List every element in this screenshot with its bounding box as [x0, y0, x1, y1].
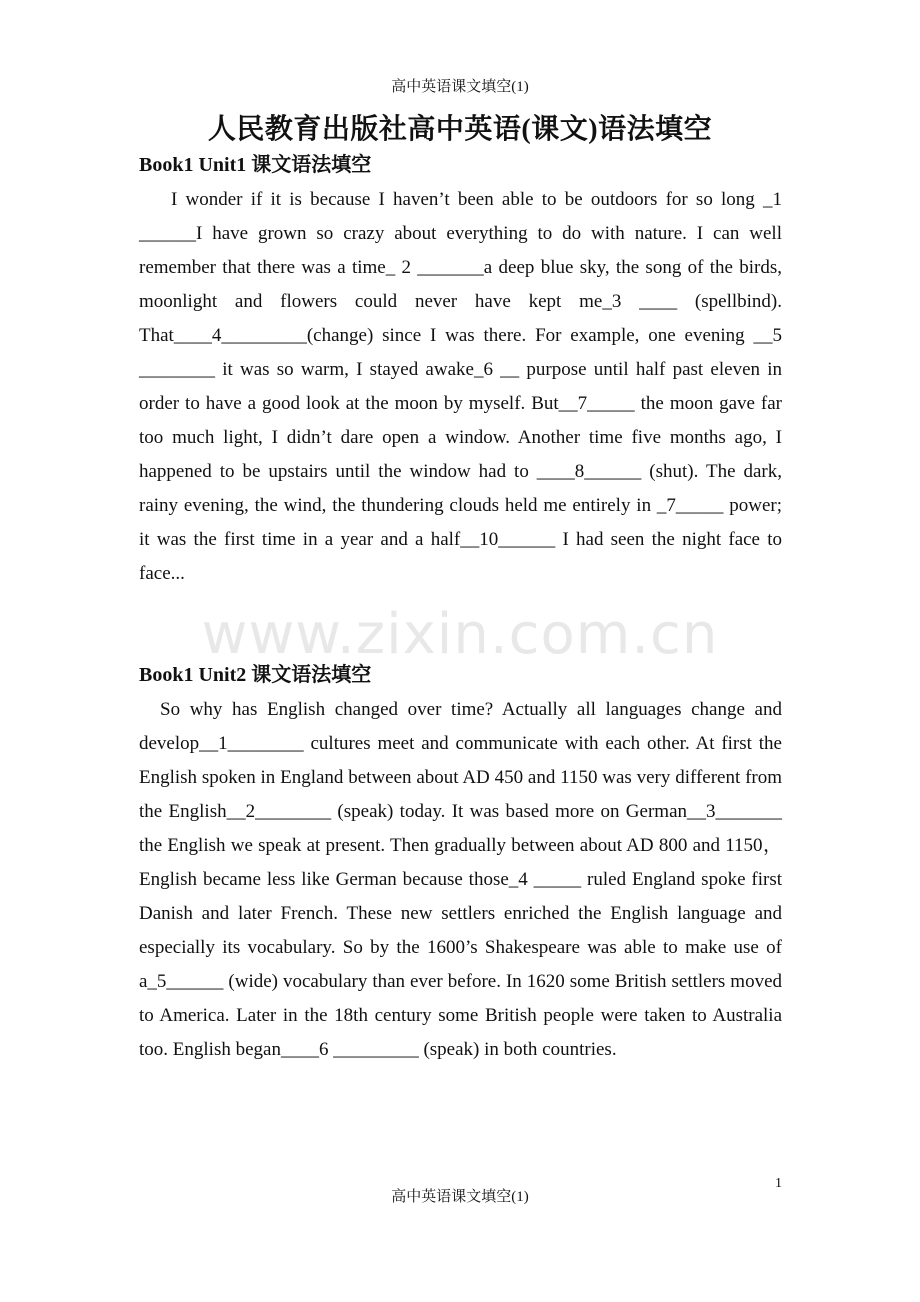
section-heading-unit2: Book1 Unit2 课文语法填空 — [139, 664, 372, 686]
page-number: 1 — [775, 1176, 782, 1191]
cloze-passage-unit1: I wonder if it is because I haven’t been able to be outdoors for so long _1 ______I have grown so crazy about everything to do with nature. I can well remember that there was a time_ 2 _______a deep blue sky, the song of the birds, moonlight and flowers could never have kept me_3 ____ (spellbind). That____4_________(change) since I was there. For example, one evening __5 ________ it was so warm, I stayed awake_6 __ purpose until half past eleven in order to have a good look at the moon by myself. But__7_____ the moon gave far too much light, I didn’t dare open a window. Another time five months ago, I happened to be upstairs until the window had to ____8______ (shut). The dark, rainy evening, the wind, the thundering clouds held me entirely in _7_____ power; it was the first time in a year and a half__10______ I had seen the night face to face... — [139, 189, 782, 584]
cloze-passage-unit2: So why has English changed over time? Actually all languages change and develop__1________ cultures meet and communicate with each other. At first the English spoken in England between about AD 450 and 1150 was very different from the English__2________ (speak) today. It was based more on German__3_______ the English we speak at present. Then gradually between about AD 800 and 1150， English became less like German because those_4 _____ ruled England spoke first Danish and later French. These new settlers enriched the English language and especially its vocabulary. So by the 1600’s Shakespeare was able to make use of a_5______ (wide) vocabulary than ever before. In 1620 some British settlers moved to America. Later in the 18th century some British people were taken to Australia too. English began____6 _________ (speak) in both countries. — [139, 699, 782, 1060]
page-header: 高中英语课文填空(1) — [391, 79, 529, 95]
document-title: 人民教育出版社高中英语(课文)语法填空 — [207, 114, 713, 145]
page-footer: 高中英语课文填空(1) — [391, 1189, 529, 1205]
section-heading-unit1: Book1 Unit1 课文语法填空 — [139, 154, 372, 176]
watermark: www.zixin.com.cn — [201, 602, 719, 667]
